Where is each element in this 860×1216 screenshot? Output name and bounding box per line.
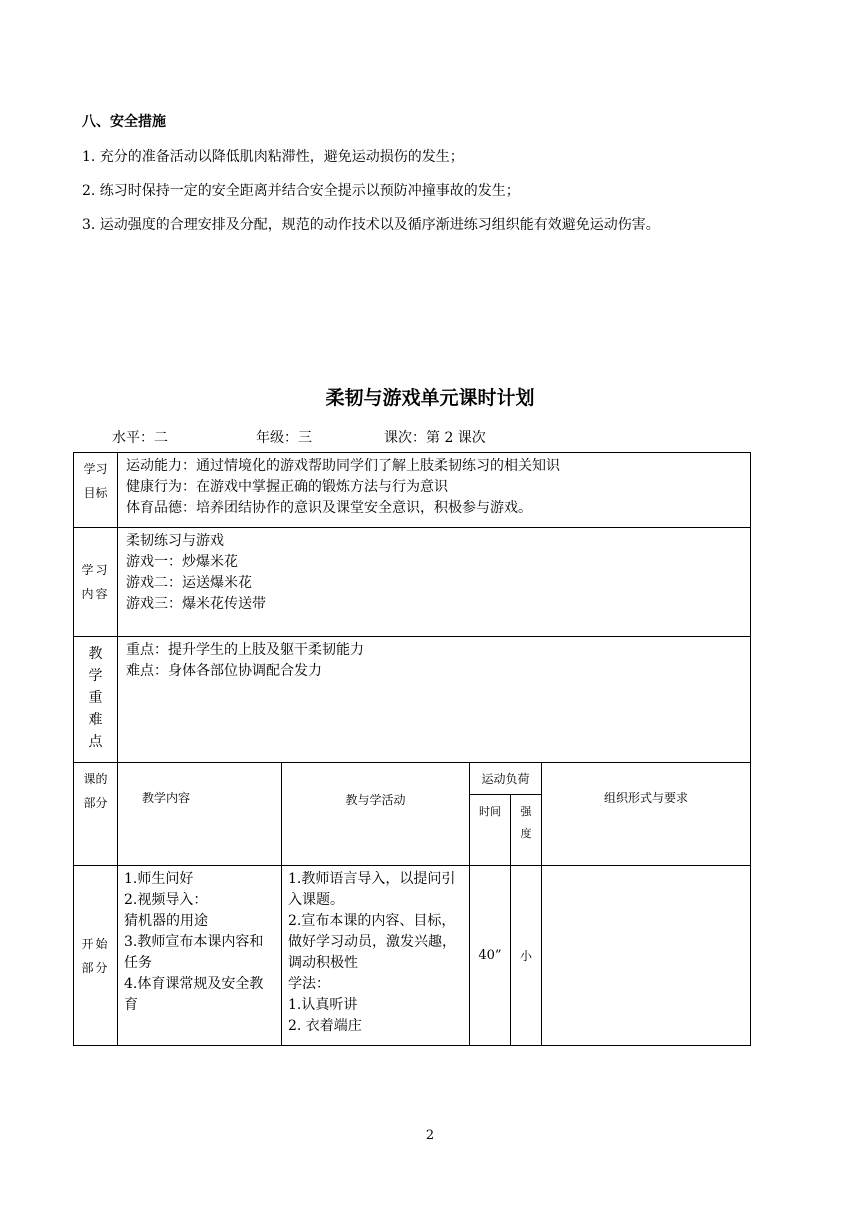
keypoint-line: 难点：身体各部位协调配合发力 xyxy=(126,663,322,679)
start-activity-line: 1.认真听讲 xyxy=(288,997,358,1013)
objectives-content xyxy=(118,453,751,528)
header-intensity-line: 强 xyxy=(520,805,532,818)
safety-item-3: 3. 运动强度的合理安排及分配，规范的动作技术以及循序渐进练习组织能有效避免运动伤害。 xyxy=(82,217,660,233)
start-part-line: 部分 xyxy=(81,960,110,975)
start-time: 40” xyxy=(470,866,511,1046)
header-time: 时间 xyxy=(470,795,511,866)
start-activity-line: 学法： xyxy=(288,976,330,992)
plan-lesson: 课次：第 2 课次 xyxy=(384,430,486,446)
page-number: 2 xyxy=(425,1128,435,1143)
start-content-line: 4.体育课常规及安全教 xyxy=(124,976,264,992)
start-organization xyxy=(542,866,751,1046)
safety-item-1: 1. 充分的准备活动以降低肌肉粘滞性，避免运动损伤的发生； xyxy=(82,149,464,165)
start-activity-line: 1.教师语言导入，以提问引 xyxy=(288,871,456,887)
header-row-1 xyxy=(74,763,751,795)
start-content-line: 3.教师宣布本课内容和 xyxy=(124,934,264,950)
header-part-line: 课的 xyxy=(83,772,108,786)
keypoints-content xyxy=(118,637,751,763)
objective-line: 运动能力：通过情境化的游戏帮助同学们了解上肢柔韧练习的相关知识 xyxy=(126,458,560,474)
start-content-line: 1.师生问好 xyxy=(124,871,194,887)
content-line: 柔韧练习与游戏 xyxy=(126,533,224,549)
content-label xyxy=(74,528,118,637)
start-activity-line: 2. 衣着端庄 xyxy=(288,1018,362,1034)
start-content-line: 猜机器的用途 xyxy=(124,913,208,929)
content-lines xyxy=(118,528,751,637)
safety-item-2: 2. 练习时保持一定的安全距离并结合安全提示以预防冲撞事故的发生； xyxy=(82,183,520,199)
keypoints-label xyxy=(74,637,118,763)
start-activity-line: 做好学习动员，激发兴趣， xyxy=(288,934,456,950)
keypoints-label-char: 教 xyxy=(88,646,103,662)
header-intensity xyxy=(511,795,542,866)
start-content-line: 2.视频导入： xyxy=(124,892,208,908)
header-intensity-line: 度 xyxy=(520,827,532,840)
objective-line: 健康行为：在游戏中掌握正确的锻炼方法与行为意识 xyxy=(126,479,448,495)
start-intensity: 小 xyxy=(511,866,542,1046)
objectives-label xyxy=(74,453,118,528)
keypoints-row xyxy=(74,637,751,763)
objective-line: 体育品德：培养团结协作的意识及课堂安全意识，积极参与游戏。 xyxy=(126,500,532,516)
start-activity-line: 入课题。 xyxy=(288,892,344,908)
header-load: 运动负荷 xyxy=(470,763,542,795)
start-row xyxy=(74,866,751,1046)
start-part-label xyxy=(74,866,118,1046)
start-activity-line: 调动积极性 xyxy=(288,955,358,971)
safety-title: 八、安全措施 xyxy=(82,114,166,130)
header-teaching-content: 教学内容 xyxy=(118,763,282,866)
content-label-line: 内容 xyxy=(81,587,110,601)
objectives-label-line: 目标 xyxy=(83,486,108,500)
objectives-label-line: 学习 xyxy=(83,462,108,476)
header-organization: 组织形式与要求 xyxy=(542,763,751,866)
content-line: 游戏二：运送爆米花 xyxy=(126,575,252,591)
header-activities: 教与学活动 xyxy=(282,763,470,866)
start-content-line: 任务 xyxy=(124,955,152,971)
header-part-line: 部分 xyxy=(83,796,108,810)
start-activity-line: 2.宣布本课的内容、目标， xyxy=(288,913,456,929)
content-label-line: 学习 xyxy=(81,563,110,577)
header-part xyxy=(74,763,118,866)
start-content xyxy=(118,866,282,1046)
start-part-line: 开始 xyxy=(81,936,110,951)
objectives-row xyxy=(74,453,751,528)
start-content-line: 育 xyxy=(124,997,138,1013)
plan-title: 柔韧与游戏单元课时计划 xyxy=(325,387,535,409)
keypoint-line: 重点：提升学生的上肢及躯干柔韧能力 xyxy=(126,642,364,658)
keypoints-label-char: 学 xyxy=(88,668,103,684)
plan-grade: 年级：三 xyxy=(256,430,312,446)
start-activities xyxy=(282,866,470,1046)
content-line: 游戏一：炒爆米花 xyxy=(126,554,238,570)
keypoints-label-char: 重 xyxy=(88,690,103,706)
keypoints-label-char: 点 xyxy=(88,734,103,750)
lesson-plan-table xyxy=(73,452,751,1046)
keypoints-label-char: 难 xyxy=(88,712,103,728)
content-row xyxy=(74,528,751,637)
content-line: 游戏三：爆米花传送带 xyxy=(126,596,266,612)
plan-level: 水平：二 xyxy=(112,430,168,446)
